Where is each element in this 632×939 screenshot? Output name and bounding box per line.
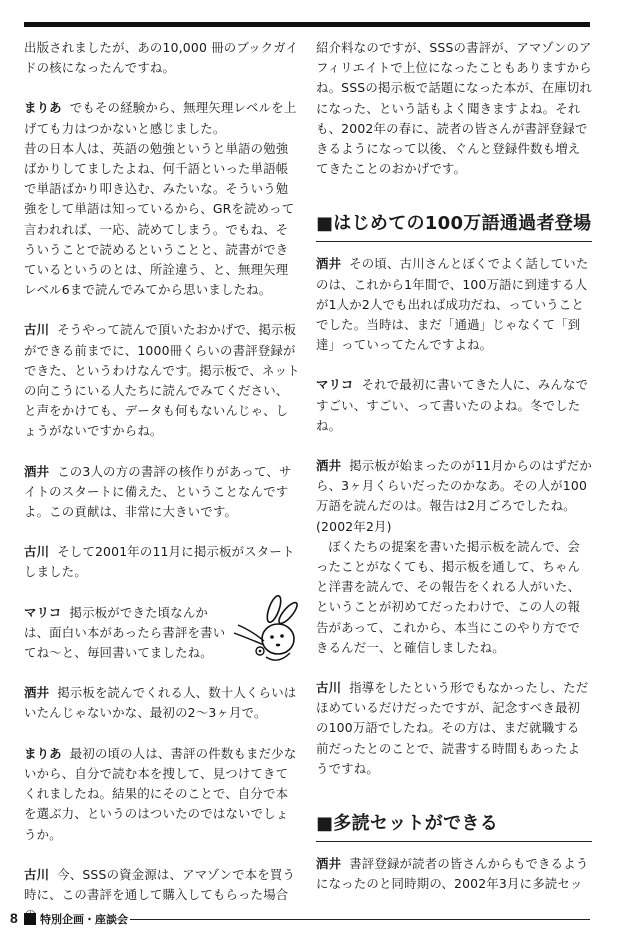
paragraph: 昔の日本人は、英語の勉強というと単語の勉強ばかりしてましたよね、何千語といった単語帳で単語ばかり叩き込む、みたいな。そういう勉強をして単語は知っているから、GRを読めって言われれば、一応、読めてしまう。でもね、そういうことで読めるということと、読書ができているというのとは、所詮違う、と、無理矢理レベル6まで読んでみてから思いましたね。 [24,140,295,298]
paragraph: 酒井 その頃、古川さんとぼくでよく話していたのは、これから1年間で、100万語に到達する人が1人か2人でも出れば成功だね、っていうことでした。当時は、まだ「通過」じゃなくて「到達」っていってたんですよね。 [316,256,589,353]
speaker-name: マリコ [24,604,62,620]
footer-section-label: 特別企画・座談会 [40,913,128,926]
section-heading: ■多読セットができる [316,811,592,842]
speaker-name: マリコ [316,377,354,393]
speaker-name: 古川 [316,680,342,696]
speaker-name: 古川 [24,322,50,338]
illustrated-paragraph [24,603,300,664]
speaker-name: 古川 [24,866,50,882]
paragraph: 酒井 掲示板が始まったのが11月からのはずだから、3ヶ月くらいだったのかなあ。その人が100万語を読んだのは。報告は2月ごろでしたね。(2002年2月) [316,458,592,534]
left-column [24,38,300,925]
paragraph: まりあ 最初の頃の人は、書評の件数もまだ少ないから、自分で読む本を捜して、見つけてきてくれましたね。結果的にそのことで、自分で本を選ぶ力、というのはついたのではないでしょうか。 [24,745,297,842]
paragraph: マリコ 掲示板ができた頃なんかは、面白い本があったら書評を書いてね～と、毎回書いてましたね。 [24,604,226,661]
right-column [316,38,592,895]
footer-square-icon [24,913,36,925]
speaker-name: 酒井 [316,256,342,272]
paragraph: 古川 今、SSSの資金源は、アマゾンで本を買う時に、この書評を通して購入してもらった場合 [24,866,296,902]
speaker-name: まりあ [24,745,62,761]
paragraph: 酒井 掲示板を読んでくれる人、数十人くらいはいたんじゃないかな、最初の2～3ヶ月で。 [24,685,297,721]
paragraph: 酒井 この3人の方の書評の核作りがあって、サイトのスタートに備えた、ということなんですよ。この貢献は、非常に大きいです。 [24,463,292,520]
paragraph: 古川 そして2001年の11月に掲示板がスタートしました。 [24,544,295,580]
paragraph: 酒井 書評登録が読者の皆さんからもできるようになったのと同時期の、2002年3月に多読セッ [316,856,589,892]
top-rule [24,22,590,27]
page-number: 8 [10,910,18,926]
speaker-name: 酒井 [24,463,50,479]
paragraph: 紹介料なのですが、SSSの書評が、アマゾンのアフィリエイトで上位になったこともありますからね。SSSの掲示板で話題になった本が、在庫切れになった、という話もよく聞きますよね。それも、2002年の春に、読者の皆さんが書評登録できるようになって以後、ぐんと登録件数も増えてきたことのおかげです。 [316,40,593,177]
paragraph: 出版されましたが、あの10,000 冊のブックガイドの核になったんですね。 [24,40,299,76]
section-heading: ■はじめての100万語通過者登場 [316,211,592,242]
page-footer [10,910,590,928]
paragraph: 古川 指導をしたという形でもなかったし、ただほめているだけだったですが、記念すべき最初の100万語でしたね。その方は、まだ就職する前だったとのことで、読書する時間もあったようですね。 [316,680,589,776]
paragraph: 古川 そうやって読んで頂いたおかげで、掲示板ができる前までに、1000冊くらいの書評登録ができた、というわけなんです。掲示板で、ネットの向こうにいる人たちに読んでみてください、と声をかけても、データも何もないんじゃ、しょうがないですからね。 [24,322,300,439]
paragraph: マリコ それで最初に書いてきた人に、みんなですごい、すごい、って書いたのよね。冬でしたね。 [316,377,589,433]
rabbit-holding-flower-illustration [226,595,298,667]
speaker-name: 酒井 [316,458,342,474]
paragraph: まりあ でもその経験から、無理矢理レベルを上げても力はつかないと感じました。 [24,100,297,136]
footer-rule [130,919,590,920]
speaker-name: 古川 [24,544,50,560]
paragraph: ぼくたちの提案を書いた掲示板を読んで、会ったことがなくても、掲示板を通して、ちゃんと洋書を読んで、その報告をくれる人がいた、ということが初めてだったわけで、この人の報告があって、これから、本当にこのやり方でできるんだ一、と確信しましたね。 [316,538,581,655]
speaker-name: 酒井 [24,685,50,701]
speaker-name: 酒井 [316,856,342,872]
speaker-name: まりあ [24,100,62,116]
